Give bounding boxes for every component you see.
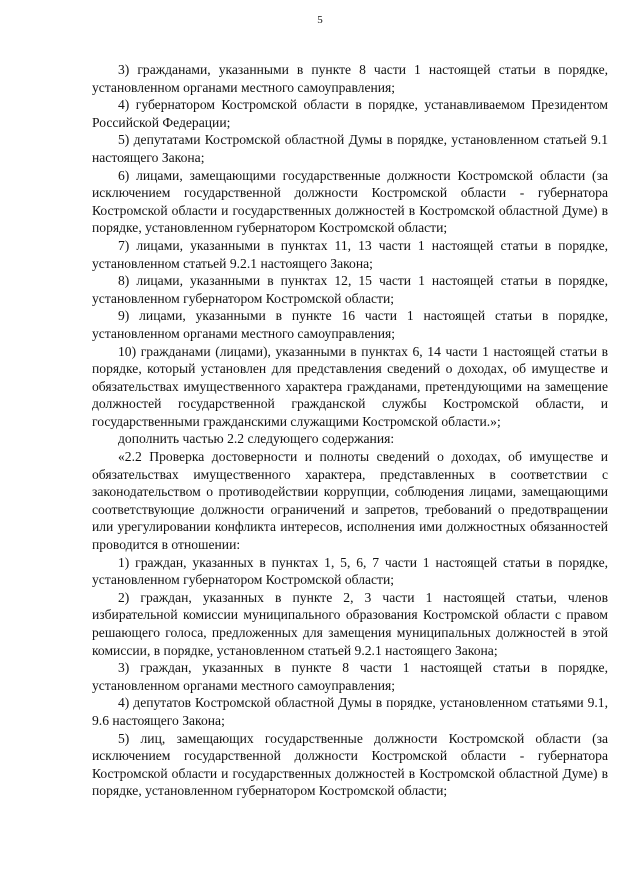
paragraph-item-7: 7) лицами, указанными в пунктах 11, 13 части 1 настоящей статьи в порядке, установленном статьей 9.2.1 настоящего Закона; <box>92 237 608 271</box>
paragraph-item-10: 10) гражданами (лицами), указанными в пунктах 6, 14 части 1 настоящей статьи в порядке, который установлен для представления сведений о доходах, об имуществе и обязательствах имущественного характера гражданами, претендующими на замещение должностей государственной гражданской службы Костромской области, и государственными гражданскими служащими Костромской области.»; <box>92 343 608 429</box>
paragraph-item-6: 6) лицами, замещающими государственные должности Костромской области (за исключением государственной должности Костромской области - губернатора Костромской области и государственных должностей в Костромской областной Думе) в порядке, установленном губернатором Костромской области; <box>92 167 608 236</box>
document-body <box>92 61 608 800</box>
paragraph-check-item-2: 2) граждан, указанных в пункте 2, 3 части 1 настоящей статьи, членов избирательной комиссии муниципального образования Костромской области с правом решающего голоса, предложенных для замещения муниципальных должностей в этой комиссии, в порядке, установленном статьей 9.2.1 настоящего Закона; <box>92 589 608 658</box>
paragraph-item-3: 3) гражданами, указанными в пункте 8 части 1 настоящей статьи в порядке, установленном органами местного самоуправления; <box>92 62 608 95</box>
paragraph-item-9: 9) лицами, указанными в пункте 16 части 1 настоящей статьи в порядке, установленном органами местного самоуправления; <box>92 308 608 341</box>
paragraph-section-2-2: «2.2 Проверка достоверности и полноты сведений о доходах, об имуществе и обязательствах имущественного характера, представленных в соответствии с законодательством о противодействии коррупции, соблюдения лицами, замещающими соответствующие должности ограничений и запретов, требований о предотвращении или урегулировании конфликта интересов, исполнения ими должностных обязанностей проводится в отношении: <box>92 449 608 553</box>
paragraph-check-item-1: 1) граждан, указанных в пунктах 1, 5, 6, 7 части 1 настоящей статьи в порядке, установленном губернатором Костромской области; <box>92 554 608 588</box>
paragraph-check-item-5: 5) лиц, замещающих государственные должности Костромской области (за исключением государственной должности Костромской области - губернатора Костромской области и государственных должностей в Костромской областной Думе) в порядке, установленном губернатором Костромской области; <box>92 730 608 799</box>
paragraph-item-5: 5) депутатами Костромской областной Думы в порядке, установленном статьей 9.1 настоящего Закона; <box>92 132 608 165</box>
page-number: 5 <box>317 14 323 26</box>
paragraph-item-4: 4) губернатором Костромской области в порядке, устанавливаемом Президентом Российской Федерации; <box>92 97 608 130</box>
paragraph-item-8: 8) лицами, указанными в пунктах 12, 15 части 1 настоящей статьи в порядке, установленном губернатором Костромской области; <box>92 273 608 306</box>
paragraph-check-item-3: 3) граждан, указанных в пункте 8 части 1 настоящей статьи в порядке, установленном органами местного самоуправления; <box>92 660 608 693</box>
paragraph-amendment-intro: дополнить частью 2.2 следующего содержания: <box>118 431 395 447</box>
paragraph-check-item-4: 4) депутатов Костромской областной Думы в порядке, установленном статьями 9.1, 9.6 настоящего Закона; <box>92 695 608 728</box>
